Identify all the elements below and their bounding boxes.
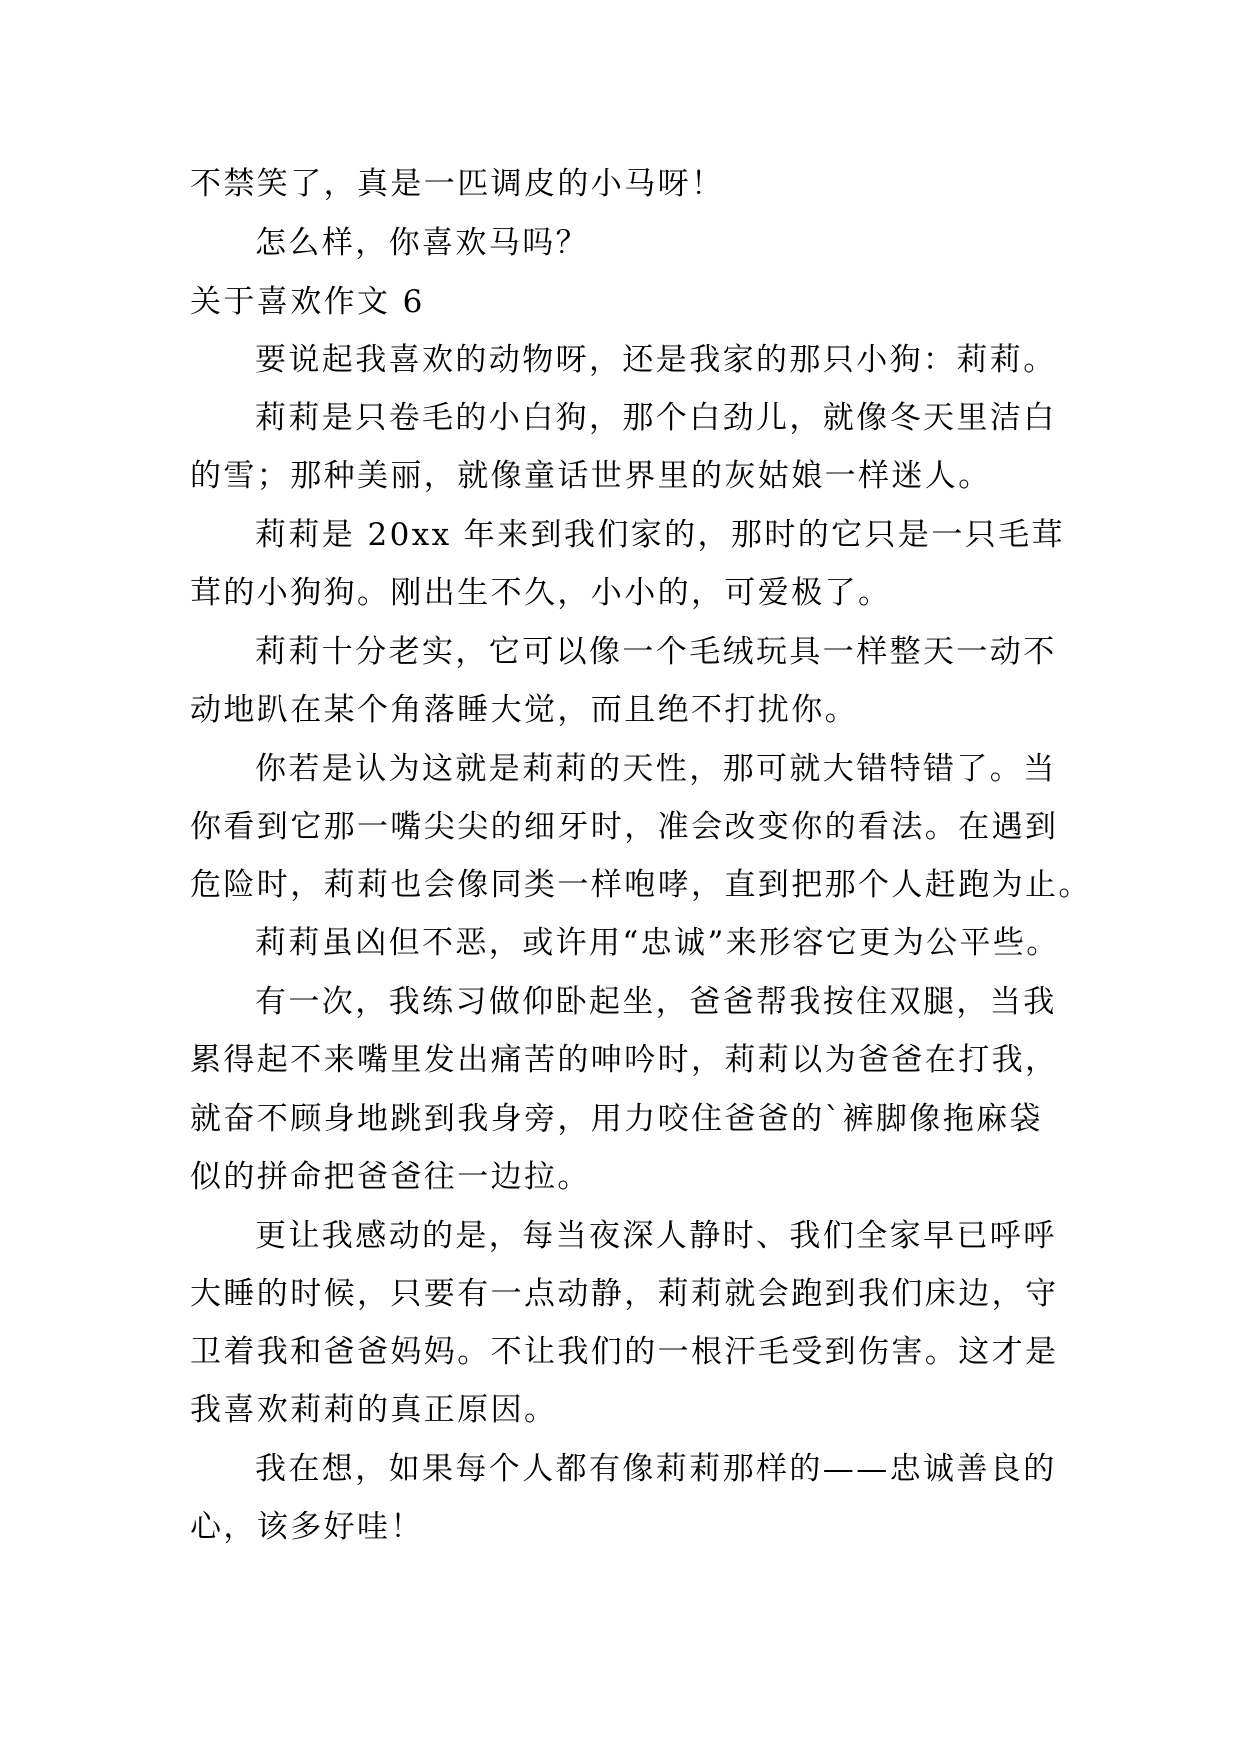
text-line: 不禁笑了，真是一匹调皮的小马呀！ bbox=[190, 166, 725, 202]
section-heading: 关于喜欢作文 6 bbox=[190, 284, 425, 320]
text-line: 莉莉虽凶但不恶，或许用“忠诚”来形容它更为公平些。 bbox=[255, 925, 1060, 961]
text-line: 你若是认为这就是莉莉的天性，那可就大错特错了。当 bbox=[255, 751, 1057, 787]
text-line: 似的拼命把爸爸往一边拉。 bbox=[190, 1159, 591, 1195]
text-line: 有一次，我练习做仰卧起坐，爸爸帮我按住双腿，当我 bbox=[255, 984, 1057, 1020]
text-line: 茸的小狗狗。刚出生不久，小小的，可爱极了。 bbox=[190, 575, 892, 611]
text-line: 我在想，如果每个人都有像莉莉那样的——忠诚善良的 bbox=[255, 1451, 1057, 1487]
text-line: 的雪；那种美丽，就像童话世界里的灰姑娘一样迷人。 bbox=[190, 458, 992, 494]
text-line: 怎么样，你喜欢马吗？ bbox=[255, 225, 589, 261]
text-line: 要说起我喜欢的动物呀，还是我家的那只小狗：莉莉。 bbox=[255, 342, 1057, 378]
text-line: 危险时，莉莉也会像同类一样咆哮，直到把那个人赶跑为止。 bbox=[190, 867, 1092, 903]
text-line: 动地趴在某个角落睡大觉，而且绝不打扰你。 bbox=[190, 692, 858, 728]
text-line: 就奋不顾身地跳到我身旁，用力咬住爸爸的`裤脚像拖麻袋 bbox=[190, 1101, 1043, 1137]
text-line: 卫着我和爸爸妈妈。不让我们的一根汗毛受到伤害。这才是 bbox=[190, 1334, 1059, 1370]
text-line: 大睡的时候，只要有一点动静，莉莉就会跑到我们床边，守 bbox=[190, 1276, 1059, 1312]
text-line: 莉莉是 20xx 年来到我们家的，那时的它只是一只毛茸 bbox=[255, 517, 1065, 553]
text-line: 累得起不来嘴里发出痛苦的呻吟时，莉莉以为爸爸在打我， bbox=[190, 1042, 1059, 1078]
text-line: 我喜欢莉莉的真正原因。 bbox=[190, 1392, 558, 1428]
text-line: 莉莉十分老实，它可以像一个毛绒玩具一样整天一动不 bbox=[255, 634, 1057, 670]
text-line: 心，该多好哇！ bbox=[190, 1509, 424, 1545]
text-line: 莉莉是只卷毛的小白狗，那个白劲儿，就像冬天里洁白 bbox=[255, 400, 1057, 436]
text-line: 你看到它那一嘴尖尖的细牙时，准会改变你的看法。在遇到 bbox=[190, 809, 1059, 845]
text-line: 更让我感动的是，每当夜深人静时、我们全家早已呼呼 bbox=[255, 1218, 1057, 1254]
